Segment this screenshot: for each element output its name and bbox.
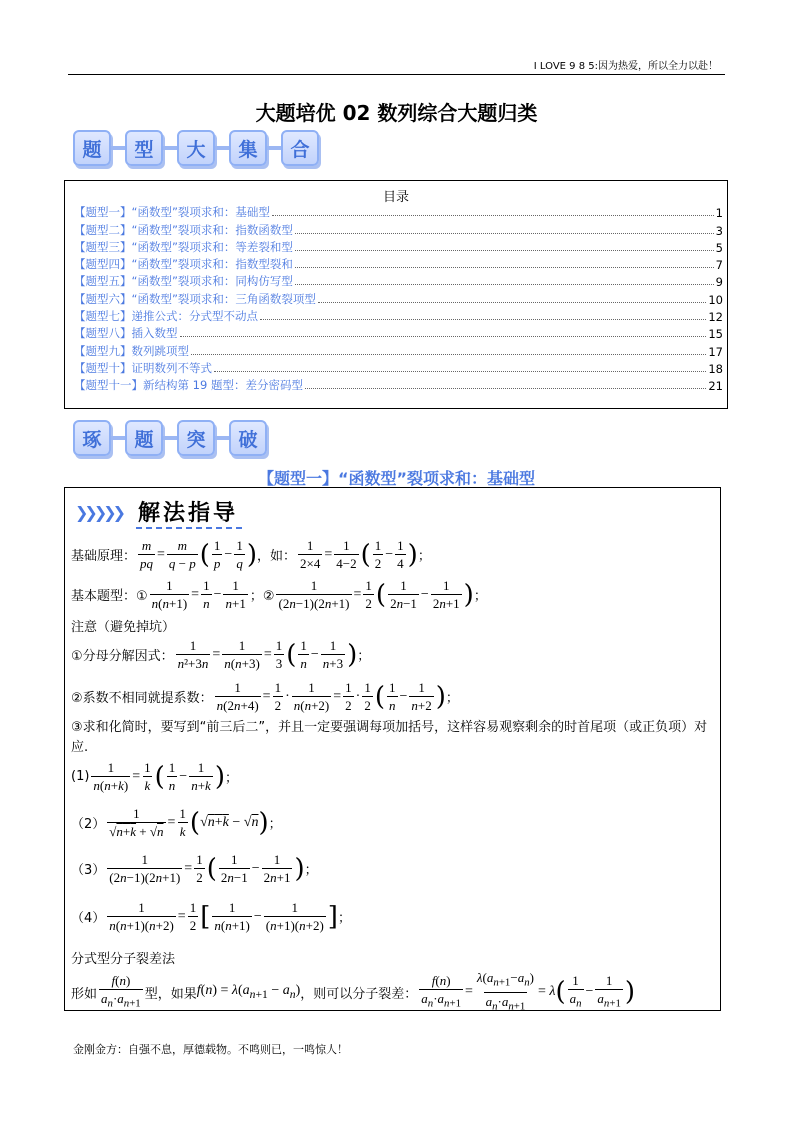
banner-tile: 集	[229, 130, 267, 166]
banner-tile: 大	[177, 130, 215, 166]
formula-item-2: （2） $\frac{1}{√n+k + √n}$ = $\frac{1}{k}$ ( √n+k − √n ) ；	[71, 806, 282, 839]
note-line: 注意（避免掉坑）	[71, 620, 176, 635]
chevron-arrows-icon: ❯❯❯❯❯	[75, 503, 123, 522]
toc-entry[interactable]: 【题型八】插入数型 15	[74, 326, 723, 342]
toc-entry[interactable]: 【题型二】“函数型”裂项求和：指数函数型 3	[74, 222, 723, 238]
header-rule	[68, 74, 725, 75]
guide-title: 解法指导	[136, 496, 242, 529]
toc-entry[interactable]: 【题型五】“函数型”裂项求和：同构仿写型 9	[74, 274, 723, 290]
fractional-formula-line: 形如 $\frac{f(n)}{a_n\cdot a_{n+1}}$ 型，如果 $f(n) = \lambda(a_{n+1} - a_n)$ ，则可以分子裂差： $\frac{f(n)}{a_n\cdot a_{n+1}}$ = $\frac{\lambda(a_{n+1}-a_n)}{a_n\cdot a_{n+1}}$ = λ ( $\frac{1}{a_n}$ − $\frac{1}{a_{n+1}}$ )	[71, 970, 636, 1013]
guide-banner	[75, 496, 242, 529]
toc-entry[interactable]: 【题型七】递推公式：分式型不动点 12	[74, 309, 723, 325]
document-title: 大题培优 02 数列综合大题归类	[255, 101, 538, 125]
formula-item-4: （4） $\frac{1}{n(n+1)(n+2)}$ = $\frac{1}{2}$ [ $\frac{1}{n(n+1)}$ − $\frac{1}{(n+1)(n+2)}$ ] ；	[71, 900, 351, 933]
section-heading: 【题型一】“函数型”裂项求和：基础型	[257, 469, 536, 488]
banner-breakthrough	[73, 420, 267, 456]
basic-principle-line: 基础原理： $\frac{m}{pq}$ = $\frac{m}{q - p}$ ( $\frac{1}{p}$ − $\frac{1}{q}$ ) ，如： $\frac{1}{2\times 4}$ = $\frac{1}{4-2}$ ( $\frac{1}{2}$ − $\frac{1}{4}$ ) ；	[71, 538, 431, 571]
banner-tile: 突	[177, 420, 215, 456]
point3-line: ③求和化简时，要写到“前三后二”，并且一定要强调每项加括号，这样容易观察剩余的时首尾项（或正负项）对应.	[71, 720, 708, 755]
basic-types-line: 基本题型：① $\frac{1}{n(n+1)}$ = $\frac{1}{n}$ − $\frac{1}{n+1}$ ；② $\frac{1}{(2n-1)(2n+1)}$ = $\frac{1}{2}$ ( $\frac{1}{2n-1}$ − $\frac{1}{2n+1}$ ) ；	[71, 578, 487, 611]
toc-list	[74, 203, 723, 393]
toc-entry[interactable]: 【题型十一】新结构第 19 题型：差分密码型 21	[74, 378, 723, 394]
banner-tile: 型	[125, 130, 163, 166]
toc-entry[interactable]: 【题型一】“函数型”裂项求和：基础型 1	[74, 205, 723, 221]
formula-item-3: （3） $\frac{1}{(2n-1)(2n+1)}$ = $\frac{1}{2}$ ( $\frac{1}{2n-1}$ − $\frac{1}{2n+1}$ ) ；	[71, 852, 318, 885]
banner-tile: 合	[281, 130, 319, 166]
banner-tile: 琢	[73, 420, 111, 456]
banner-tile: 题	[125, 420, 163, 456]
toc-entry[interactable]: 【题型十】证明数列不等式 18	[74, 360, 723, 376]
toc-entry[interactable]: 【题型四】“函数型”裂项求和：指数型裂和 7	[74, 257, 723, 273]
page-footer: 金刚金方：自强不息，厚德载物。不鸣则已，一鸣惊人！	[73, 1043, 348, 1056]
banner-tile: 题	[73, 130, 111, 166]
point1-line: ①分母分解因式： $\frac{1}{\text{n²+3n}}$ = $\frac{1}{n(n+3)}$ = $\frac{1}{3}$ ( $\frac{1}{n}$ − $\frac{1}{n+3}$ ) ；	[71, 638, 371, 671]
fractional-heading: 分式型分子裂差法	[71, 952, 176, 967]
solution-guide-box	[64, 487, 721, 1011]
point2-line: ②系数不相同就提系数： $\frac{1}{n(2n+4)}$ = $\frac{1}{2}$ · $\frac{1}{n(n+2)}$ = $\frac{1}{2}$ · $\frac{1}{2}$ ( $\frac{1}{n}$ − $\frac{1}{n+2}$ ) ；	[71, 680, 459, 713]
toc-entry[interactable]: 【题型九】数列跳项型 17	[74, 343, 723, 359]
toc-entry[interactable]: 【题型三】“函数型”裂项求和：等差裂和型 5	[74, 239, 723, 255]
table-of-contents	[64, 180, 728, 409]
formula-item-1: (1) $\frac{1}{n(n+k)}$ = $\frac{1}{k}$ ( $\frac{1}{n}$ − $\frac{1}{n+k}$ ) ；	[71, 760, 238, 793]
banner-tile: 破	[229, 420, 267, 456]
toc-heading: 目录	[382, 190, 409, 205]
banner-question-types	[73, 130, 319, 166]
toc-entry[interactable]: 【题型六】“函数型”裂项求和：三角函数裂项型 10	[74, 291, 723, 307]
page-header-tagline: I LOVE 9 8 5:因为热爱，所以全力以赴！	[533, 61, 718, 72]
